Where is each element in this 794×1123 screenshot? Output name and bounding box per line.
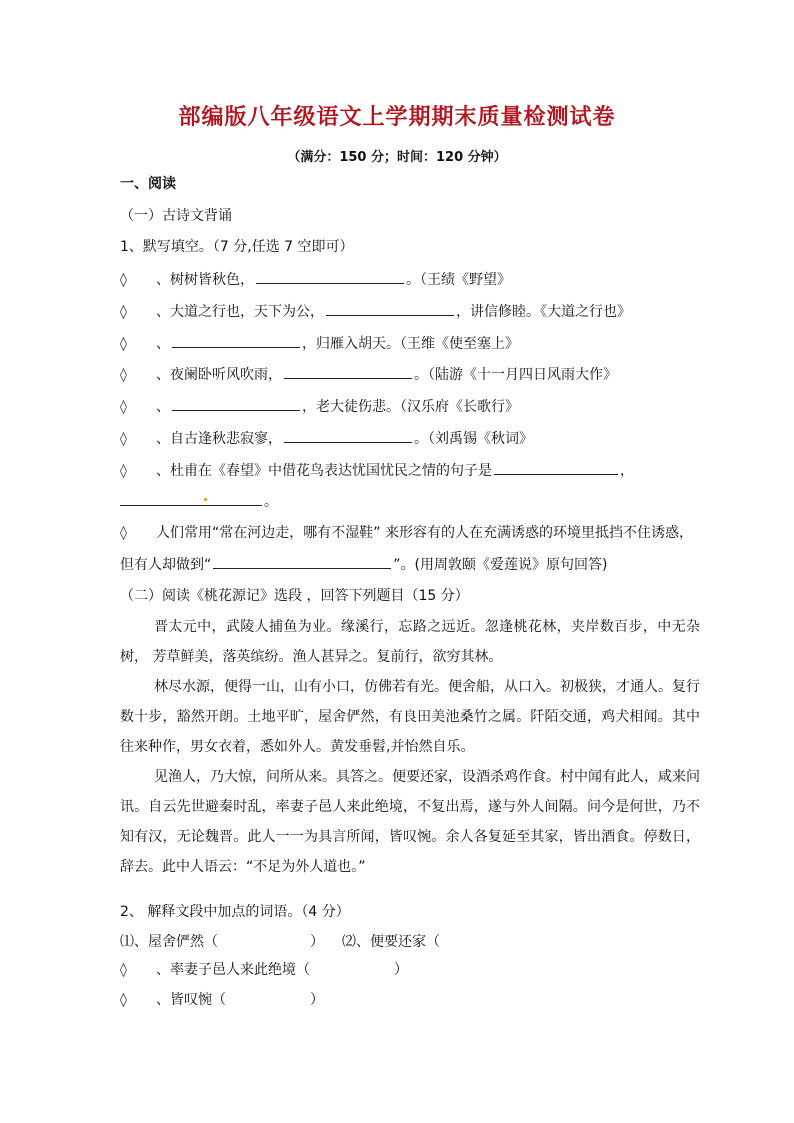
exam-info: （满分：150 分；时间：120 分钟） bbox=[287, 150, 507, 165]
fill-item-continued: 但有人却做到“ ”。(用周敦颐《爱莲说》原句回答) bbox=[120, 554, 607, 575]
passage-paragraph: 晋太元中，武陵人捕鱼为业。缘溪行，忘路之远近。忽逢桃花林，夹岸数百步，中无杂树， 芳草鲜美，落英缤纷。渔人甚异之。复前行，欲穷其林。 bbox=[120, 619, 700, 665]
question-2: 2、 解释文段中加点的词语。（4 分） bbox=[120, 904, 350, 920]
fill-item-continued: 。 bbox=[120, 491, 278, 512]
reading-passage bbox=[120, 612, 700, 882]
item-marker: ◊ bbox=[120, 431, 127, 447]
section-heading: 一、阅读 bbox=[120, 176, 176, 192]
fill-item: ◊ 、树树皆秋色， 。（王绩《野望》 bbox=[120, 269, 511, 290]
item-marker: ◊ bbox=[120, 463, 127, 479]
part-heading: （一）古诗文背诵 bbox=[120, 208, 232, 224]
answer-blank[interactable] bbox=[494, 460, 618, 475]
question-1: 1、默写填空。（7 分,任选 7 空即可） bbox=[120, 239, 354, 255]
vocab-item: ◊ 、率妻子邑人来此绝境（ ） bbox=[120, 962, 408, 978]
item-marker: ◊ bbox=[120, 992, 127, 1008]
answer-blank[interactable] bbox=[326, 301, 454, 316]
fill-item: ◊ 人们常用“常在河边走，哪有不湿鞋” 来形容有的人在充满诱惑的环境里抵挡不住诱惑， bbox=[120, 525, 693, 541]
item-marker: ◊ bbox=[120, 962, 127, 978]
item-marker: ◊ bbox=[120, 399, 127, 415]
answer-blank[interactable] bbox=[172, 396, 300, 411]
passage-paragraph: 林尽水源，便得一山，山有小口，仿佛若有光。便舍船，从口入。初极狭，才通人。复行 数十步，豁然开朗。土地平旷，屋舍俨然，有良田美池桑竹之属。阡陌交通，鸡犬相闻。其中往来种作，男女衣着，悉如外人。黄发垂髫,并怡然自乐。 bbox=[120, 679, 700, 755]
vocab-items: ⑴、屋舍俨然（ ） ⑵、便要还家（ bbox=[120, 934, 440, 950]
item-marker: ◊ bbox=[120, 304, 127, 320]
item-marker: ◊ bbox=[120, 525, 127, 541]
fill-item: ◊ 、大道之行也，天下为公， ，讲信修睦。《大道之行也》 bbox=[120, 301, 631, 322]
fill-item: ◊ 、杜甫在《春望》中借花鸟表达忧国忧民之情的句子是 ， bbox=[120, 460, 634, 481]
vocab-item: ◊ 、皆叹惋（ ） bbox=[120, 992, 324, 1008]
item-marker: ◊ bbox=[120, 336, 127, 352]
fill-item: ◊ 、夜阑卧听风吹雨， 。（陆游《十一月四日风雨大作》 bbox=[120, 364, 617, 385]
item-marker: ◊ bbox=[120, 367, 127, 383]
item-marker: ◊ bbox=[120, 272, 127, 288]
fill-item: ◊ 、 ，归雁入胡天。（王维《使至塞上》 bbox=[120, 333, 519, 354]
answer-blank[interactable] bbox=[284, 428, 412, 443]
answer-blank[interactable] bbox=[284, 364, 412, 379]
answer-blank[interactable] bbox=[213, 554, 391, 569]
answer-blank[interactable] bbox=[256, 269, 404, 284]
fill-item: ◊ 、 ，老大徒伤悲。（汉乐府《长歌行》 bbox=[120, 396, 519, 417]
page-title: 部编版八年级语文上学期期末质量检测试卷 bbox=[178, 104, 616, 130]
part-heading: （二）阅读《桃花源记》选段 ，回答下列题目（15 分） bbox=[120, 588, 469, 604]
answer-blank[interactable] bbox=[172, 333, 300, 348]
emphasis-dot bbox=[204, 498, 207, 501]
answer-blank[interactable] bbox=[120, 491, 262, 506]
passage-paragraph: 见渔人，乃大惊，问所从来。具答之。便要还家，设酒杀鸡作食。村中闻有此人，咸来问讯。自云先世避秦时乱，率妻子邑人来此绝境，不复出焉，遂与外人间隔。问今是何世，乃不知有汉，无论魏晋。此人一一为具言所闻，皆叹惋。余人各复延至其家，皆出酒食。停数日， 辞去。此中人语云：“不足为外人道也。” bbox=[120, 769, 700, 875]
fill-item: ◊ 、自古逢秋悲寂寥， 。（刘禹锡《秋词》 bbox=[120, 428, 533, 449]
